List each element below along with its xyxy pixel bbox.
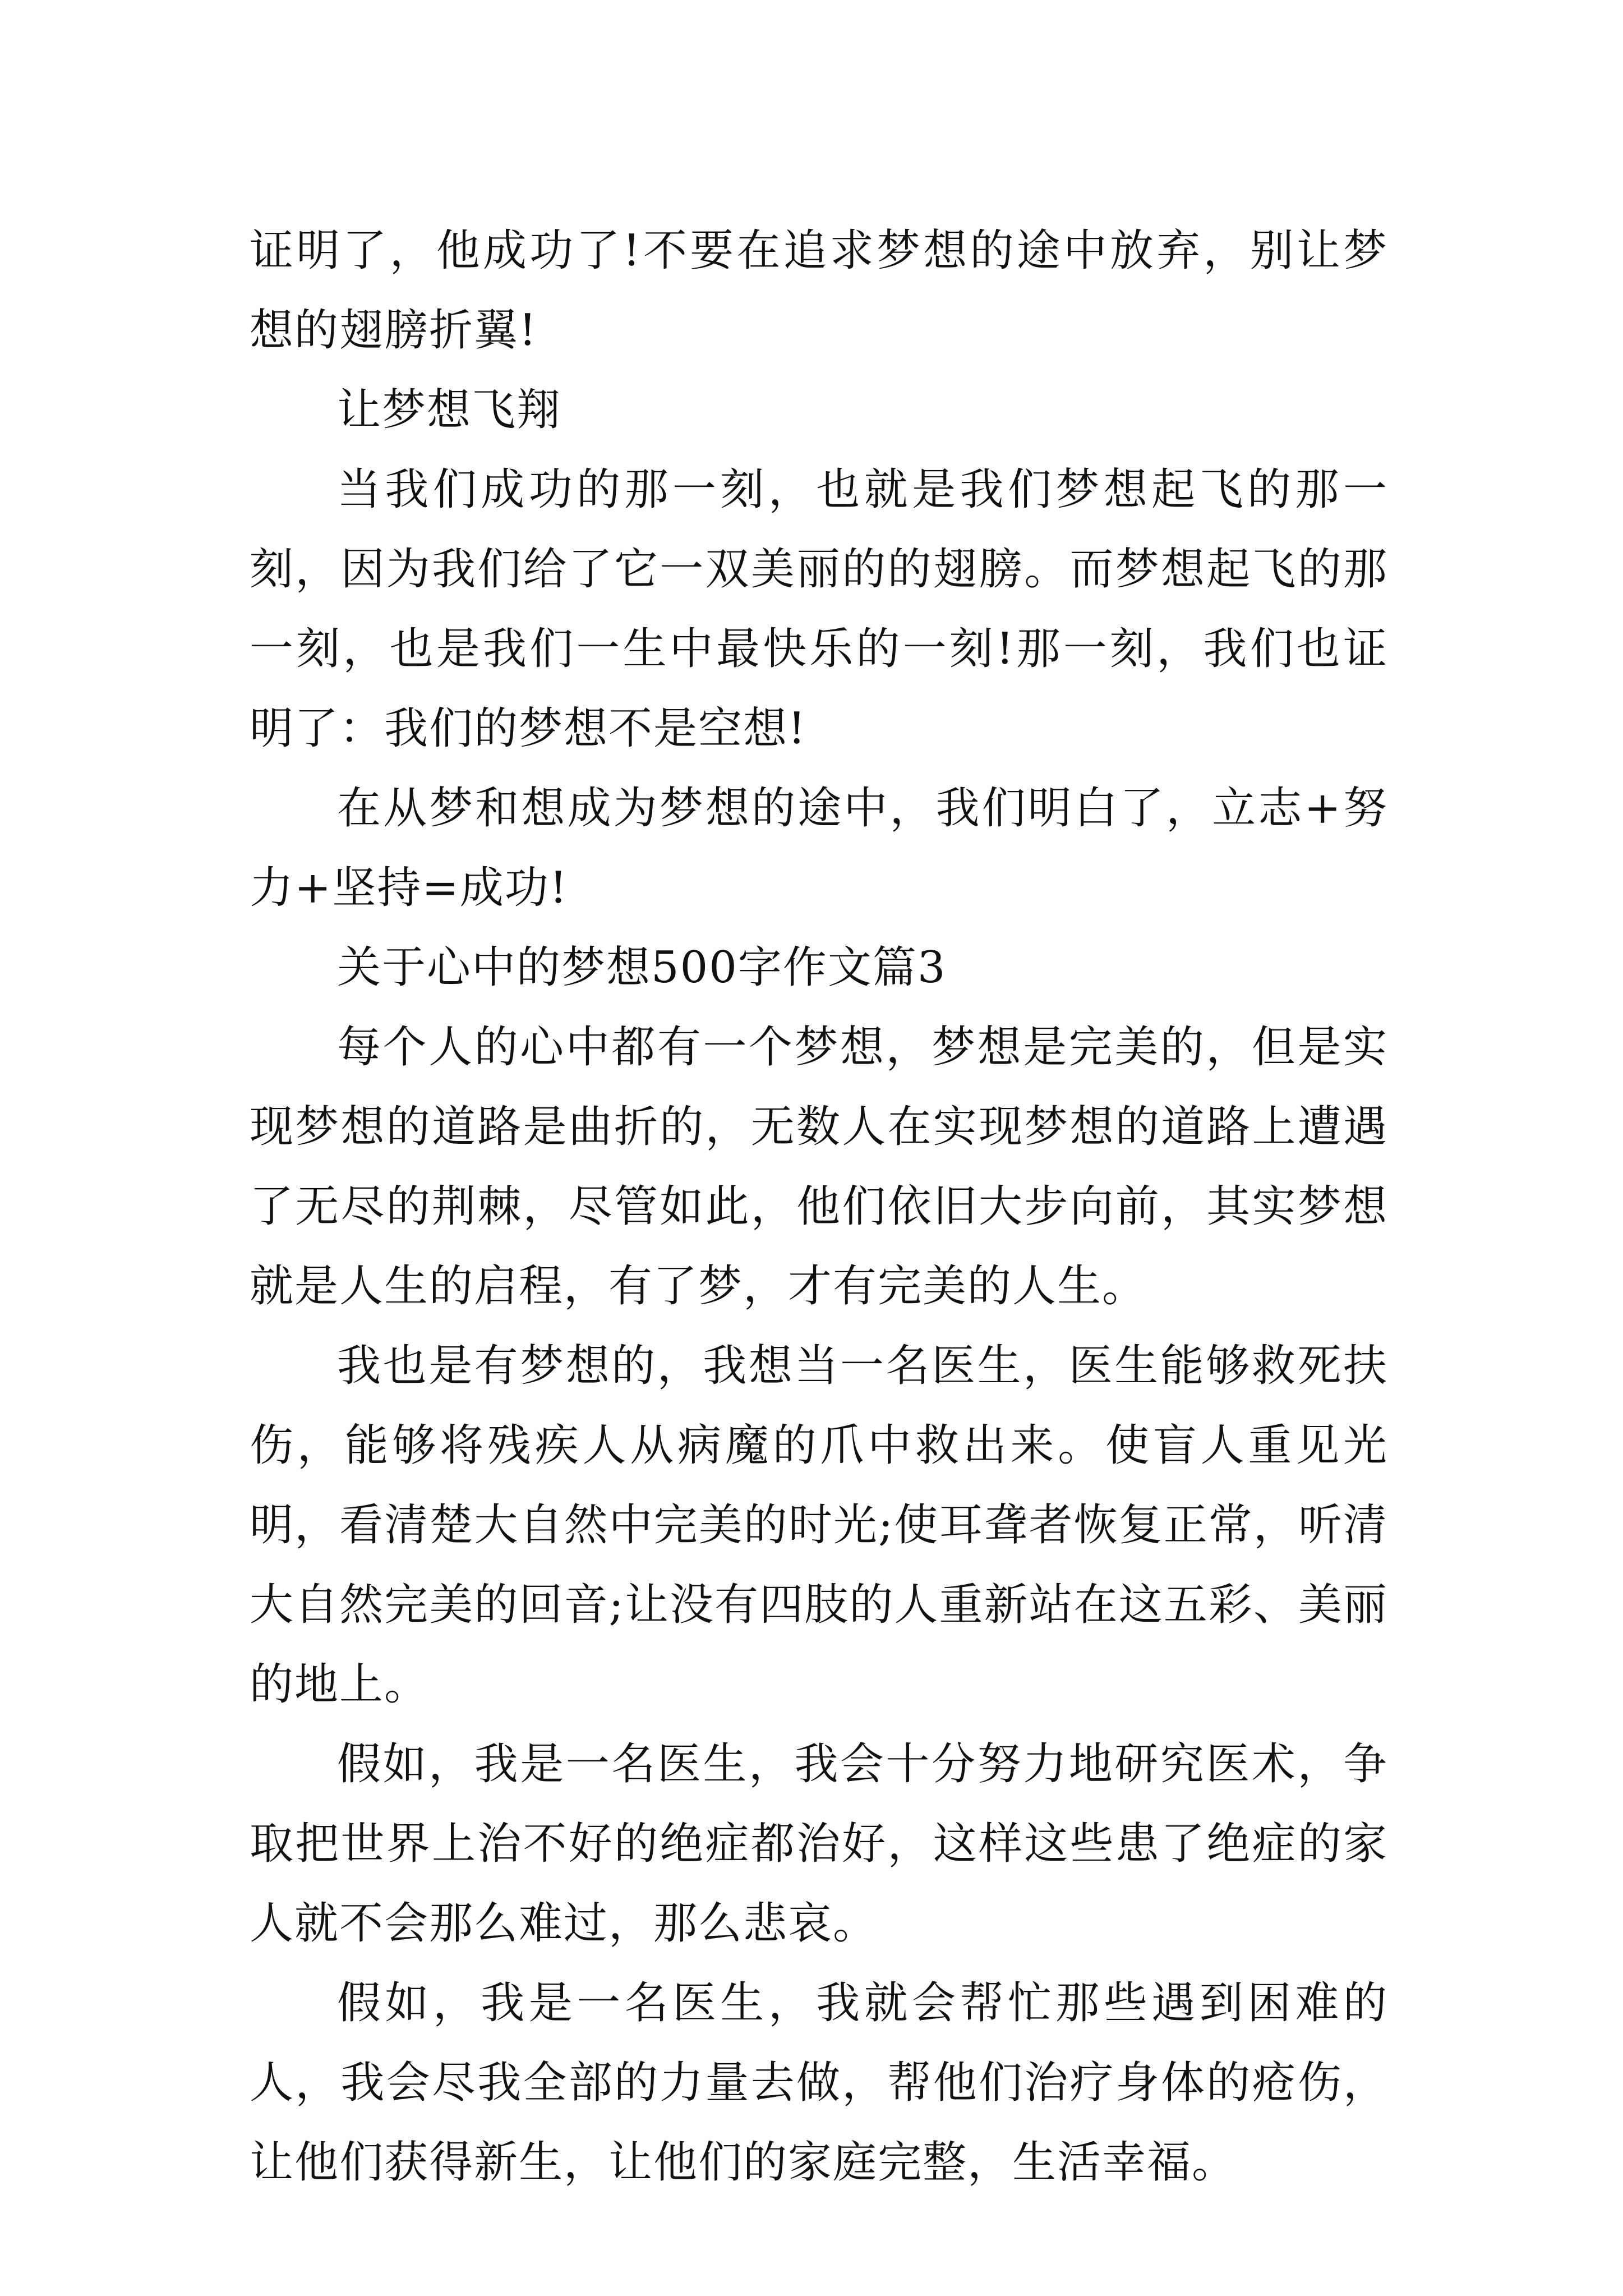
paragraph: 证明了，他成功了!不要在追求梦想的途中放弃，别让梦想的翅膀折翼! — [250, 226, 1388, 356]
section-heading: 让梦想飞翔 — [337, 385, 562, 435]
paragraph: 当我们成功的那一刻，也就是我们梦想起飞的那一刻，因为我们给了它一双美丽的的翅膀。而梦想起飞的那一刻，也是我们一生中最快乐的一刻!那一刻，我们也证明了：我们的梦想不是空想! — [250, 464, 1388, 754]
paragraph: 我也是有梦想的，我想当一名医生，医生能够救死扶伤，能够将残疾人从病魔的爪中救出来。使盲人重见光明，看清楚大自然中完美的时光;使耳聋者恢复正常，听清大自然完美的回音;让没有四肢的人重新站在这五彩、美丽的地上。 — [250, 1341, 1388, 1710]
paragraph: 假如，我是一名医生，我就会帮忙那些遇到困难的人，我会尽我全部的力量去做，帮他们治疗身体的疮伤，让他们获得新生，让他们的家庭完整，生活幸福。 — [250, 1978, 1388, 2188]
paragraph: 假如，我是一名医生，我会十分努力地研究医术，争取把世界上治不好的绝症都治好，这样这些患了绝症的家人就不会那么难过，那么悲哀。 — [250, 1739, 1388, 1949]
section-heading: 关于心中的梦想500字作文篇3 — [337, 942, 947, 993]
document-body — [250, 211, 1388, 2202]
paragraph: 在从梦和想成为梦想的途中，我们明白了，立志+努力+坚持=成功! — [250, 783, 1388, 913]
paragraph: 每个人的心中都有一个梦想，梦想是完美的，但是实现梦想的道路是曲折的，无数人在实现梦想的道路上遭遇了无尽的荆棘，尽管如此，他们依旧大步向前，其实梦想就是人生的启程，有了梦，才有完美的人生。 — [250, 1022, 1388, 1312]
